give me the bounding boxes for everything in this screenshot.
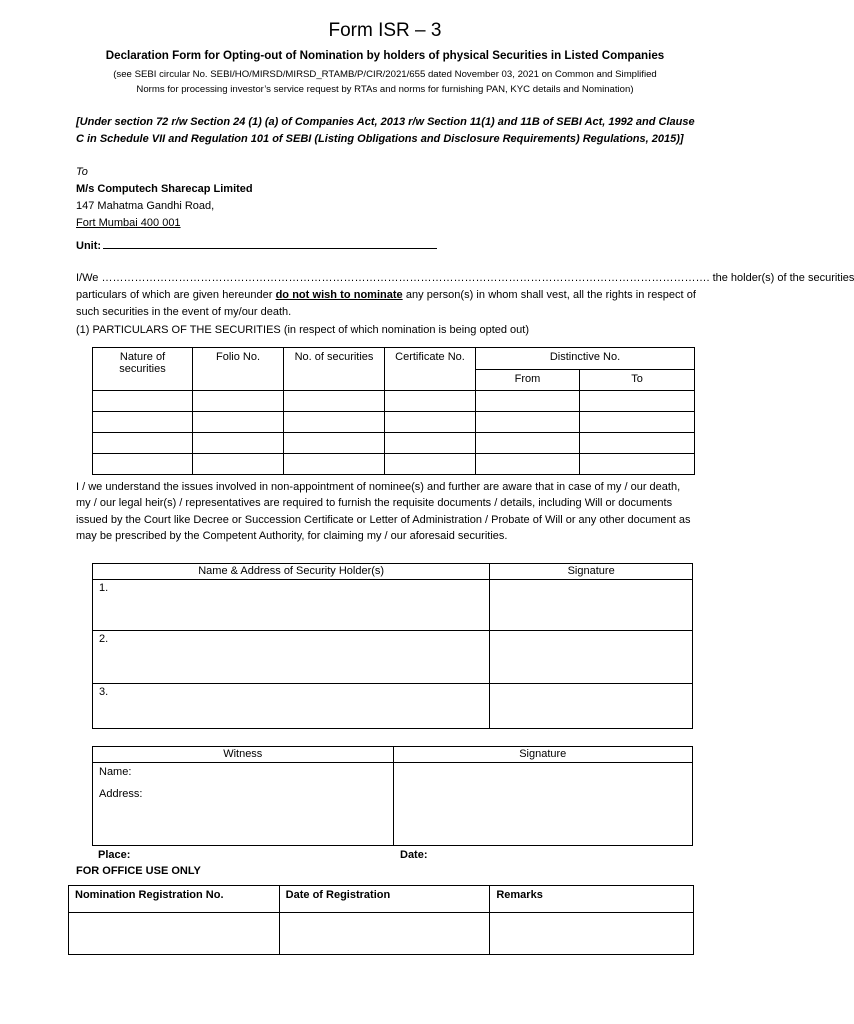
table-cell[interactable] — [93, 391, 193, 412]
header-no-securities: No. of securities — [284, 348, 385, 391]
holder-3-signature[interactable] — [490, 684, 693, 729]
table-cell[interactable] — [385, 454, 476, 475]
form-title: Form ISR – 3 — [328, 20, 442, 41]
understanding-paragraph: I / we understand the issues involved in non-appointment of nominee(s) and further are aware that in case of my / our death, my / our legal heir(s) / representatives are required to furnish the requisite documents / details, including Will or documents issued by the Court like Decree or Succession Certificate or Letter of Administration / Probate of Will or any other document as may be prescribed by the Competent Authority, for claiming my / our aforesaid securities. — [76, 481, 691, 543]
table-row — [93, 391, 695, 412]
date-label: Date: — [400, 849, 428, 861]
table-cell[interactable] — [284, 433, 385, 454]
declaration-emphasis: do not wish to nominate — [275, 289, 403, 301]
office-use-heading: FOR OFFICE USE ONLY — [76, 865, 201, 877]
header-certificate: Certificate No. — [385, 348, 476, 391]
table-cell[interactable] — [580, 454, 695, 475]
declaration-text-before: particulars of which are given hereunder — [76, 289, 276, 301]
table-cell[interactable] — [193, 412, 284, 433]
table-cell[interactable] — [385, 412, 476, 433]
table-cell[interactable] — [193, 391, 284, 412]
table-cell[interactable] — [385, 391, 476, 412]
to-label: To — [76, 166, 88, 178]
circular-line-1: (see SEBI circular No. SEBI/HO/MIRSD/MIRSD_RTAMB/P/CIR/2021/655 dated November 03, 2021 on Common and Simplified — [113, 69, 657, 80]
section-1-heading: (1) PARTICULARS OF THE SECURITIES (in respect of which nomination is being opted out) — [76, 324, 530, 336]
witness-header: Witness — [93, 747, 394, 763]
table-cell[interactable] — [284, 391, 385, 412]
table-cell[interactable] — [476, 391, 580, 412]
holders-table — [92, 563, 693, 729]
witness-table — [92, 746, 693, 846]
table-row — [93, 631, 693, 684]
holders-header-signature: Signature — [490, 564, 693, 580]
declaration-paragraph — [76, 270, 854, 321]
table-cell[interactable] — [284, 454, 385, 475]
witness-signature-header: Signature — [393, 747, 693, 763]
table-cell[interactable] — [580, 391, 695, 412]
table-cell[interactable] — [93, 412, 193, 433]
legal-reference: [Under section 72 r/w Section 24 (1) (a) of Companies Act, 2013 r/w Section 11(1) and 11B of SEBI Act, 1992 and Clause C in Schedule VII and Regulation 101 of SEBI (Listing Obligations and Disclosure Requirements) Regulations, 2015)] — [76, 116, 695, 145]
table-cell[interactable] — [93, 433, 193, 454]
unit-label: Unit: — [76, 240, 102, 252]
iwe-line: I/We …………………………………………………………………………………………………………………………………………………. the holder(s) of the securities — [76, 272, 854, 284]
table-row — [69, 913, 694, 955]
table-row — [93, 580, 693, 631]
table-cell[interactable] — [93, 454, 193, 475]
place-label: Place: — [98, 849, 131, 861]
table-cell[interactable] — [476, 412, 580, 433]
header-nature: Nature of securities — [93, 348, 193, 391]
unit-input-line[interactable] — [103, 247, 437, 249]
header-folio: Folio No. — [193, 348, 284, 391]
office-header-date: Date of Registration — [279, 886, 490, 913]
company-name: M/s Computech Sharecap Limited — [76, 183, 253, 195]
table-cell[interactable] — [193, 433, 284, 454]
securities-table — [92, 347, 695, 475]
table-row — [93, 454, 695, 475]
unit-row — [76, 240, 437, 252]
header-distinctive: Distinctive No. — [476, 348, 695, 370]
table-cell[interactable] — [580, 433, 695, 454]
circular-reference — [70, 68, 700, 97]
office-remarks-cell[interactable] — [490, 913, 694, 955]
witness-name-label: Name: — [99, 766, 132, 778]
form-subtitle: Declaration Form for Opting-out of Nomination by holders of physical Securities in Listed Companies — [105, 49, 665, 62]
table-row — [93, 684, 693, 729]
witness-details-cell[interactable] — [93, 763, 394, 846]
table-cell[interactable] — [476, 433, 580, 454]
declaration-text-after: any person(s) in whom shall vest, all the rights in respect of such securities in the event of my/our death. — [76, 289, 696, 318]
table-cell[interactable] — [580, 412, 695, 433]
table-cell[interactable] — [193, 454, 284, 475]
witness-signature-cell[interactable] — [393, 763, 693, 846]
holder-1-cell[interactable]: 1. — [93, 580, 490, 631]
header-from: From — [476, 370, 580, 391]
office-header-remarks: Remarks — [490, 886, 694, 913]
office-registration-no-cell[interactable] — [69, 913, 280, 955]
table-row — [93, 433, 695, 454]
holder-3-cell[interactable]: 3. — [93, 684, 490, 729]
table-row — [93, 412, 695, 433]
witness-address-label: Address: — [99, 788, 143, 800]
table-cell[interactable] — [385, 433, 476, 454]
header-to: To — [580, 370, 695, 391]
office-use-table — [68, 885, 694, 955]
holders-header-name: Name & Address of Security Holder(s) — [93, 564, 490, 580]
circular-line-2: Norms for processing investor’s service request by RTAs and norms for furnishing PAN, KYC details and Nomination) — [136, 83, 634, 95]
holder-2-cell[interactable]: 2. — [93, 631, 490, 684]
holder-1-signature[interactable] — [490, 580, 693, 631]
holder-2-signature[interactable] — [490, 631, 693, 684]
office-date-cell[interactable] — [279, 913, 490, 955]
city-address: Fort Mumbai 400 001 — [76, 217, 181, 229]
table-cell[interactable] — [476, 454, 580, 475]
table-cell[interactable] — [284, 412, 385, 433]
street-address: 147 Mahatma Gandhi Road, — [76, 200, 215, 212]
office-header-registration-no: Nomination Registration No. — [69, 886, 280, 913]
